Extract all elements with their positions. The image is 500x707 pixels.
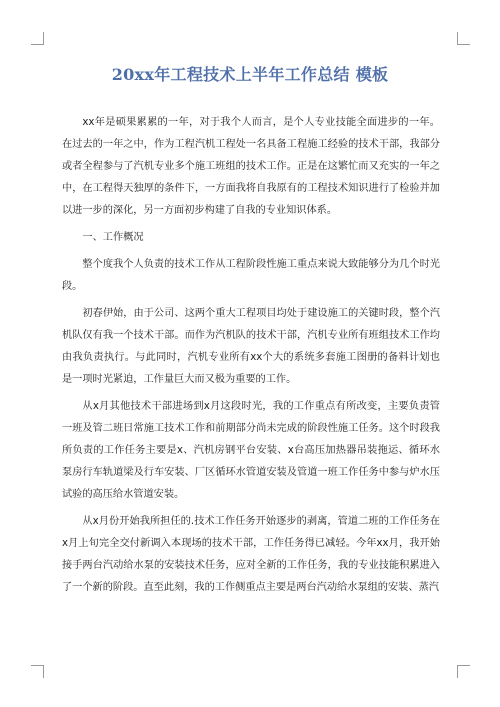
crop-mark-top-left xyxy=(31,32,44,45)
paragraph-month-period: 从x月其他技术干部进场到x月这段时光，我的工作重点有所改变，主要负责管一班及管二班日常施工技术工作和前期部分尚未完成的阶段性施工任务。这个时段我所负责的工作任务主要是x、汽机房钢平台安装、x台高压加热器吊装拖运、循环水泵房行车轨道梁及行车安装、厂区循环水管道安装及管道一班工作任务中参与炉水压试验的高压给水管道安装。 xyxy=(62,401,440,500)
crop-mark-bottom-left xyxy=(31,665,44,678)
paragraph-intro: xx年是硕果累累的一年，对于我个人而言，是个人专业技能全面进步的一年。在过去的一年之中，作为工程汽机工程处一名具备工程施工经验的技术干部，我部分或者全程参与了汽机专业多个施工班组的技术工作。正是在这繁忙而又充实的一年之中，在工程得天独厚的条件下，一方面我将自我原有的工程技术知识进行了检验并加以进一步的深化，另一方面初步构建了自我的专业知识体系。 xyxy=(62,117,440,216)
paragraph-later-period: 从x月份开始我所担任的.技术工作任务开始逐步的剥离，管道二班的工作任务在x月上旬完全交付新调入本现场的技术干部，工作任务得已减轻。今年xx月，我开始接手两台汽动给水泵的安装技术任务，应对全新的工作任务，我的专业技能积累进入了一个新的阶段。直至此刻，我的工作侧重点主要是两台汽动给水泵组的安装、蒸汽 xyxy=(62,516,440,593)
paragraph-overview: 整个度我个人负责的技术工作从工程阶段性施工重点来说大致能够分为几个时光段。 xyxy=(62,259,440,292)
document-title: 20xx年工程技术上半年工作总结 模板 xyxy=(111,65,389,84)
section-heading-overview: 一、工作概况 xyxy=(82,232,144,243)
document-body xyxy=(62,112,440,604)
crop-mark-bottom-right xyxy=(457,665,470,678)
paragraph-early-spring: 初春伊始，由于公司、这两个重大工程项目均处于建设施工的关键时段，整个汽机队仅有我一个技术干部。而作为汽机队的技术干部，汽机专业所有班组技术工作均由我负责执行。与此同时，汽机专业所有xx个大的系统多套施工图册的备料计划也是一项时光紧迫，工作量巨大而又极为重要的工作。 xyxy=(62,308,440,385)
crop-mark-top-right xyxy=(457,32,470,45)
